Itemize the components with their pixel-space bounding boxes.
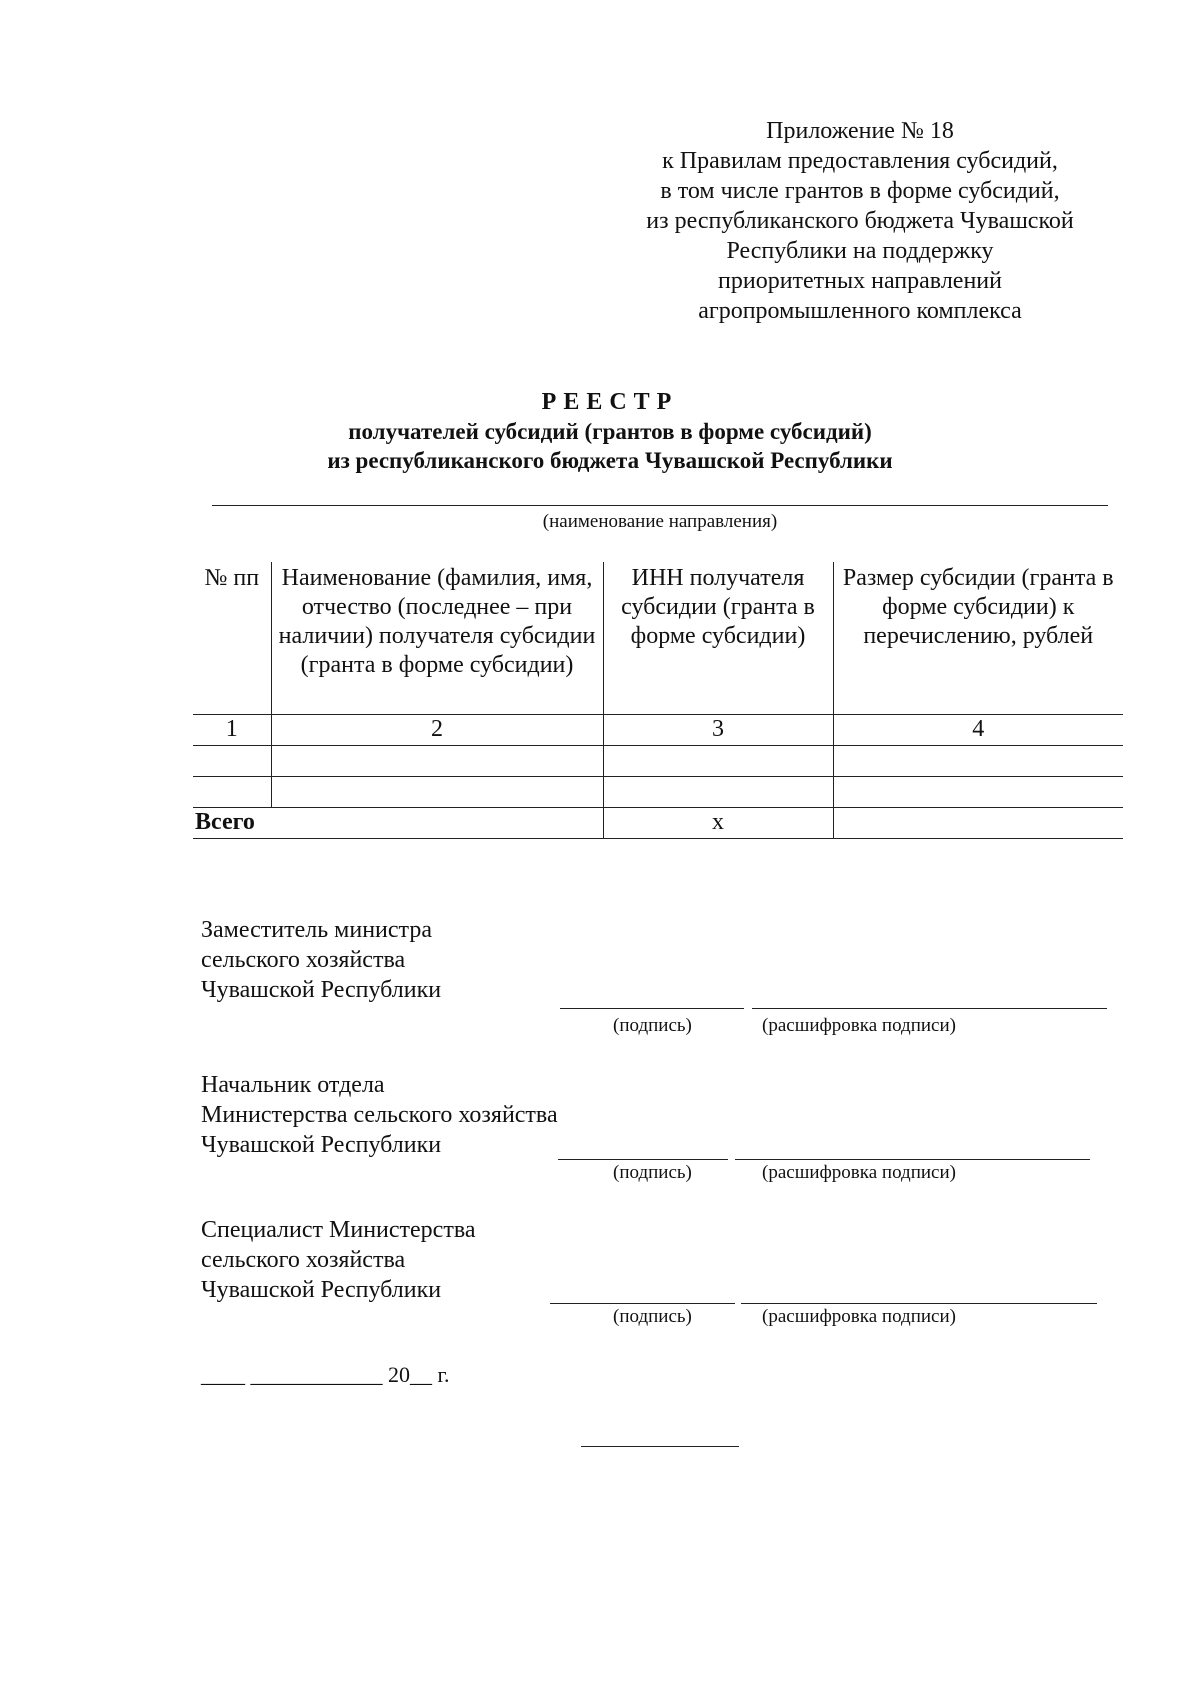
- table-header-row: [193, 562, 1123, 715]
- signature-line: [550, 1303, 735, 1304]
- table-cell: [271, 777, 603, 808]
- signature-caption: (подпись): [613, 1162, 692, 1183]
- column-number: 1: [193, 715, 271, 746]
- appendix-line: Приложение № 18: [766, 118, 954, 144]
- table-cell: [193, 746, 271, 777]
- signature-block-deputy-minister: [201, 915, 441, 1005]
- appendix-line: к Правилам предоставления субсидий,: [662, 148, 1058, 174]
- position-line: Начальник отдела: [201, 1072, 385, 1098]
- decoding-caption: (расшифровка подписи): [762, 1162, 956, 1183]
- title-line-3: из республиканского бюджета Чувашской Республики: [327, 448, 893, 473]
- column-number: 4: [833, 715, 1123, 746]
- registry-table: [193, 562, 1123, 839]
- decoding-line: [752, 1008, 1107, 1009]
- table-cell: [833, 777, 1123, 808]
- signature-caption: (подпись): [613, 1015, 692, 1036]
- appendix-line: агропромышленного комплекса: [698, 298, 1022, 324]
- signature-block-specialist: [201, 1215, 476, 1305]
- column-number: 3: [603, 715, 833, 746]
- total-inn: х: [603, 808, 833, 839]
- header-amount: Размер субсидии (гранта в форме субсидии) к перечислению, рублей: [833, 562, 1123, 715]
- decoding-line: [735, 1159, 1090, 1160]
- column-numbers-row: [193, 715, 1123, 746]
- appendix-line: из республиканского бюджета Чувашской: [646, 208, 1074, 234]
- direction-caption: (наименование направления): [542, 511, 778, 532]
- title-main: РЕЕСТР: [541, 389, 679, 415]
- position-line: Заместитель министра: [201, 917, 432, 943]
- position-line: Чувашской Республики: [201, 1277, 442, 1303]
- decoding-caption: (расшифровка подписи): [762, 1015, 956, 1036]
- header-inn: ИНН получателя субсидии (гранта в форме субсидии): [603, 562, 833, 715]
- decoding-line: [741, 1303, 1097, 1304]
- table-row: [193, 777, 1123, 808]
- position-line: Министерства сельского хозяйства: [201, 1102, 558, 1128]
- table-cell: [603, 777, 833, 808]
- column-number: 2: [271, 715, 603, 746]
- document-title: [180, 388, 1040, 475]
- total-row: [193, 808, 1123, 839]
- header-name: Наименование (фамилия, имя, отчество (последнее – при наличии) получателя субсидии (гранта в форме субсидии): [271, 562, 603, 715]
- total-amount: [833, 808, 1123, 839]
- table-cell: [193, 777, 271, 808]
- direction-field-line: [212, 505, 1108, 506]
- table-cell: [271, 746, 603, 777]
- header-number: № пп: [193, 562, 271, 715]
- appendix-header: [620, 116, 1100, 326]
- date-field: ____ ____________ 20__ г.: [201, 1362, 450, 1387]
- signature-caption: (подпись): [613, 1306, 692, 1327]
- signature-line: [558, 1159, 728, 1160]
- table-cell: [603, 746, 833, 777]
- table-cell: [833, 746, 1123, 777]
- table-row: [193, 746, 1123, 777]
- total-label: Всего: [193, 808, 603, 839]
- position-line: сельского хозяйства: [201, 1247, 406, 1273]
- position-line: Чувашской Республики: [201, 1132, 442, 1158]
- signature-block-department-head: [201, 1070, 558, 1160]
- position-line: Специалист Министерства: [201, 1217, 476, 1243]
- position-line: Чувашской Республики: [201, 977, 442, 1003]
- title-line-2: получателей субсидий (грантов в форме субсидий): [348, 419, 872, 444]
- appendix-line: приоритетных направлений: [718, 268, 1002, 294]
- signature-line: [560, 1008, 744, 1009]
- end-separator-line: [581, 1446, 739, 1447]
- appendix-line: в том числе грантов в форме субсидий,: [660, 178, 1060, 204]
- appendix-line: Республики на поддержку: [726, 238, 994, 264]
- position-line: сельского хозяйства: [201, 947, 406, 973]
- decoding-caption: (расшифровка подписи): [762, 1306, 956, 1327]
